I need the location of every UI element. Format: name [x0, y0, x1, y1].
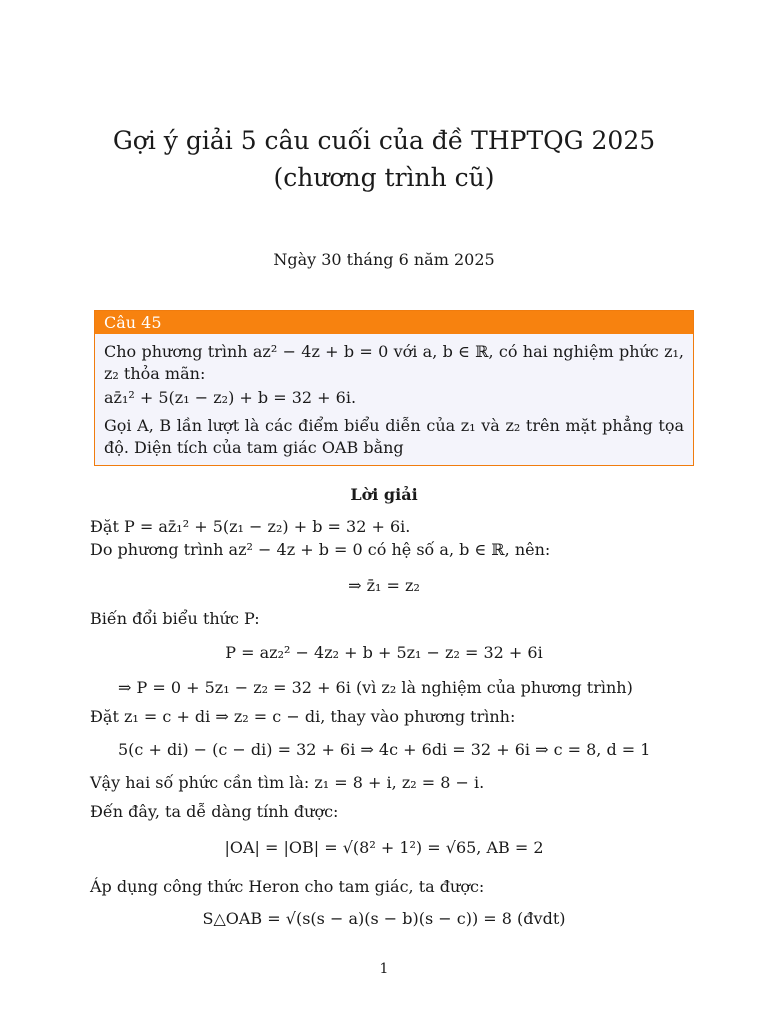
problem-question: Gọi A, B lần lượt là các điểm biểu diễn của z₁ và z₂ trên mặt phẳng tọa độ. Diện tích của tam giác OAB bằng — [104, 416, 684, 457]
solution-line-7: Áp dụng công thức Heron cho tam giác, ta được: — [90, 877, 485, 896]
equation-expand: P = az₂² − 4z₂ + b + 5z₁ − z₂ = 32 + 6i — [225, 643, 543, 662]
solution-line-5: Vậy hai số phức cần tìm là: z₁ = 8 + i, z₂ = 8 − i. — [90, 773, 485, 792]
document-title: Gợi ý giải 5 câu cuối của đề THPTQG 2025 (chương trình cũ) — [112, 126, 656, 192]
solution-line-1: Đặt P = az̄₁² + 5(z₁ − z₂) + b = 32 + 6i. — [90, 517, 411, 536]
equation-simplify: ⇒ P = 0 + 5z₁ − z₂ = 32 + 6i (vì z₂ là nghiệm của phương trình) — [118, 678, 633, 697]
problem-box — [94, 310, 694, 466]
solution-line-6: Đến đây, ta dễ dàng tính được: — [90, 802, 339, 821]
problem-label: Câu 45 — [95, 311, 693, 334]
page-number: 1 — [379, 961, 389, 977]
solution-line-2: Do phương trình az² − 4z + b = 0 có hệ số a, b ∈ ℝ, nên: — [90, 540, 551, 559]
equation-lengths: |OA| = |OB| = √(8² + 1²) = √65, AB = 2 — [224, 838, 544, 857]
problem-body — [95, 334, 693, 459]
equation-conjugate: ⇒ z̄₁ = z₂ — [348, 576, 420, 595]
solution-heading: Lời giải — [350, 485, 418, 504]
problem-statement: Cho phương trình az² − 4z + b = 0 với a, b ∈ ℝ, có hai nghiệm phức z₁, z₂ thỏa mãn: — [104, 342, 684, 383]
solution-line-4: Đặt z₁ = c + di ⇒ z₂ = c − di, thay vào phương trình: — [90, 707, 516, 726]
equation-heron: S△OAB = √(s(s − a)(s − b)(s − c)) = 8 (đvdt) — [202, 909, 566, 928]
equation-solve: 5(c + di) − (c − di) = 32 + 6i ⇒ 4c + 6di = 32 + 6i ⇒ c = 8, d = 1 — [118, 740, 651, 759]
problem-equation: az̄₁² + 5(z₁ − z₂) + b = 32 + 6i. — [104, 388, 357, 407]
document-date: Ngày 30 tháng 6 năm 2025 — [273, 250, 495, 269]
solution-line-3: Biến đổi biểu thức P: — [90, 609, 260, 628]
